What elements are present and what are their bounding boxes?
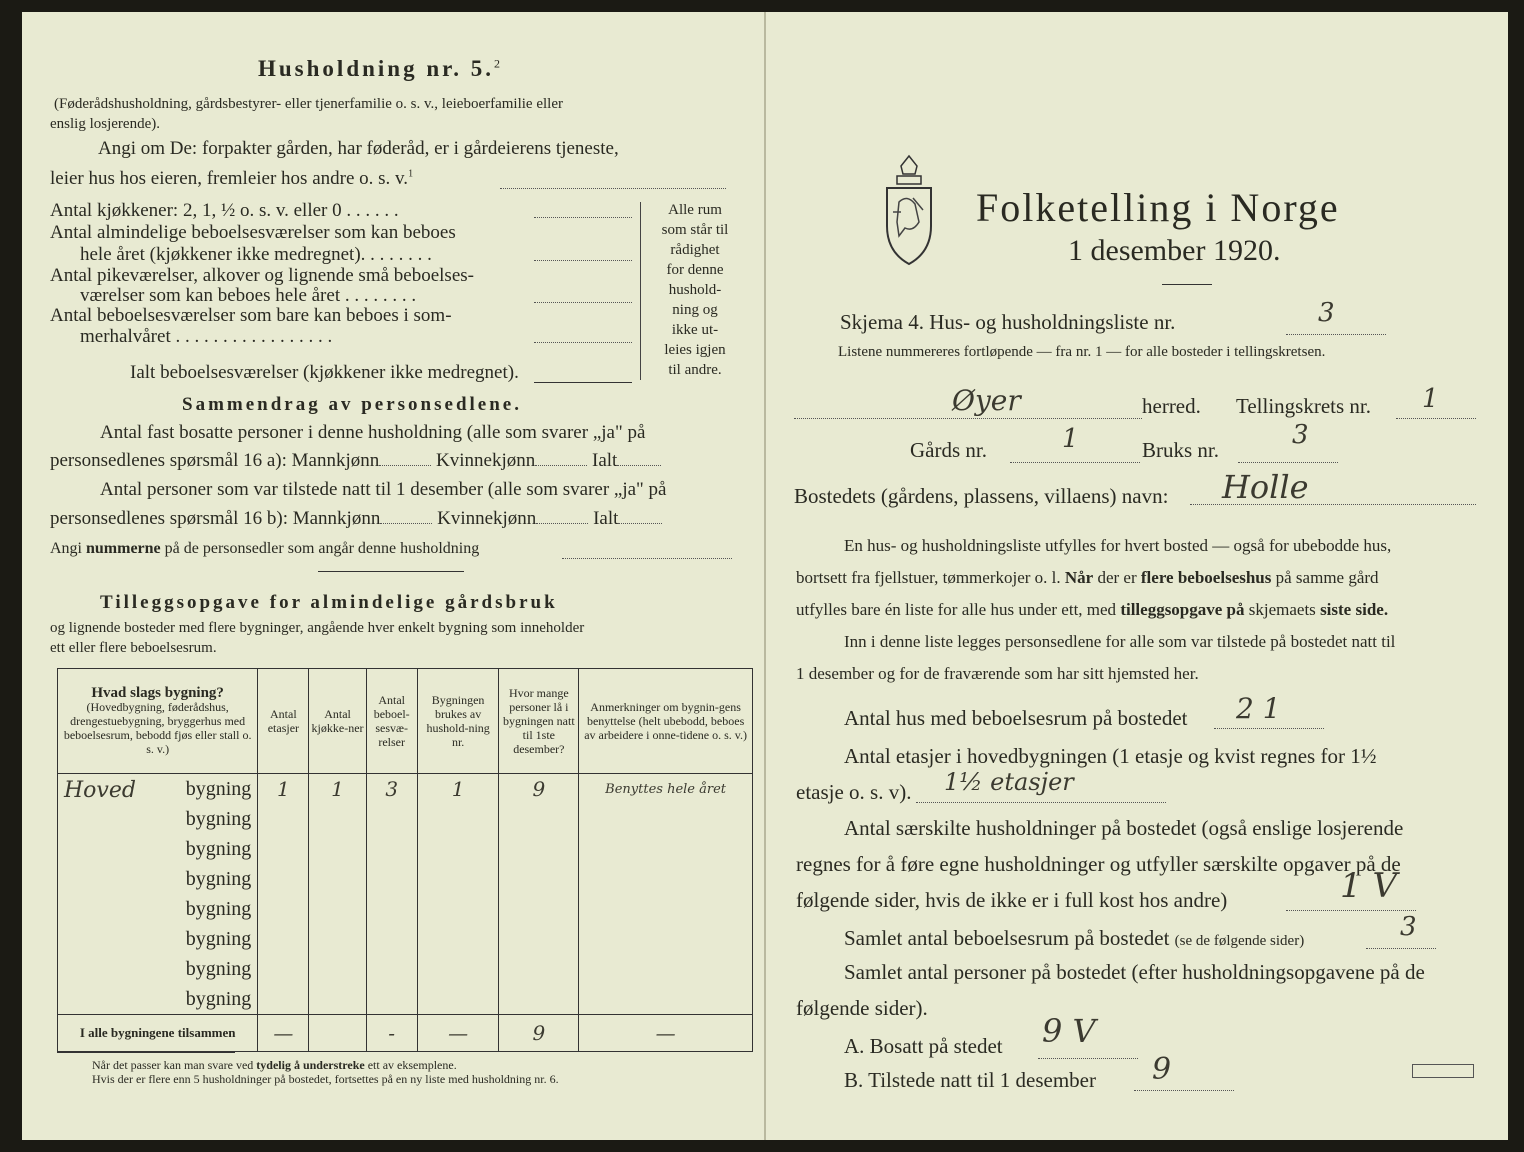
col-header-type-title: Hvad slags bygning? (91, 685, 224, 701)
table-row (58, 774, 753, 805)
table-header-row (58, 669, 753, 774)
footnote-rule (57, 1052, 235, 1053)
section-divider (318, 571, 464, 572)
building-type-cell (58, 954, 258, 984)
table-cell (417, 954, 499, 984)
tilst-line-2 (50, 508, 662, 530)
etasjer-label-2: etasje o. s. v). (796, 780, 912, 804)
table-cell: 1 (309, 774, 366, 805)
table-cell (579, 864, 753, 894)
footnote-1-c: ett av eksemplene. (367, 1058, 457, 1072)
table-cell (309, 984, 366, 1015)
samlet-rum-small: (se de følgende sider) (1174, 933, 1305, 949)
table-cell (258, 984, 309, 1015)
skjema-line (1286, 334, 1386, 335)
total-label: I alle bygningene tilsammen (58, 1015, 258, 1052)
table-cell (258, 804, 309, 834)
samlet-rum-label (844, 926, 1304, 951)
ialt-answer-line (534, 382, 632, 383)
table-cell (579, 984, 753, 1015)
total-cell: — (417, 1015, 499, 1052)
bruks-line (1238, 462, 1338, 463)
samlet-rum-value: 3 (1400, 912, 1417, 942)
tillegg-heading: Tilleggsopgave for almindelige gårdsbruk (100, 592, 558, 613)
table-cell (499, 834, 579, 864)
skjema-label: Skjema 4. Hus- og husholdningsliste nr. (840, 310, 1176, 334)
side-note-line: Alle rum (668, 202, 722, 218)
footnote-1-a: Når det passer kan man svare ved (92, 1058, 254, 1072)
skjema-value: 3 (1318, 298, 1335, 328)
angi-line-2-sup: 1 (408, 168, 414, 180)
bruks-label: Bruks nr. (1142, 438, 1220, 462)
bosatt-line (1038, 1058, 1138, 1059)
bosted-value: Holle (1222, 468, 1309, 506)
table-cell (309, 924, 366, 954)
angi-num-line (562, 558, 732, 559)
sommer-label-2: merhalvåret . . . . . . . . . . . . . . . . . (80, 326, 333, 347)
building-type-label: bygning (185, 897, 252, 920)
alm-answer-line (534, 260, 632, 261)
listene-note: Listene nummereres fortløpende — fra nr. 1 — for alle bosteder i tellingskretsen. (838, 344, 1326, 360)
building-type-label: bygning (185, 957, 252, 980)
table-cell (579, 894, 753, 924)
alm-label-2: hele året (kjøkkener ikke medregnet). . . . . . . . (80, 244, 432, 265)
para-3-b: tilleggsopgave på (1120, 600, 1245, 619)
main-title: Folketelling i Norge (976, 185, 1340, 230)
fast-kvinne-label: Kvinnekjønn (436, 450, 536, 471)
side-note-line: ning og (672, 302, 718, 318)
building-type-cell (58, 834, 258, 864)
col-header-vaerelser: Antal beboel-sesvæ-relser (366, 669, 417, 774)
col-header-anmerkninger: Anmerkninger om bygnin-gens benyttelse (helt ubebodd, beboes av arbeidere i onne-tidene o. s. v.) (579, 669, 753, 774)
table-cell (579, 834, 753, 864)
samlet-rum-line (1366, 948, 1436, 949)
saer-label-3: følgende sider, hvis de ikke er i full kost hos andre) (796, 888, 1228, 912)
building-type-cell (58, 774, 258, 805)
bruks-value: 3 (1292, 420, 1309, 450)
table-cell (499, 954, 579, 984)
gards-label: Gårds nr. (910, 438, 987, 462)
table-cell (579, 954, 753, 984)
intro-line-2: enslig losjerende). (50, 116, 160, 132)
building-type-cell (58, 864, 258, 894)
table-total-row (58, 1015, 753, 1052)
table-cell (579, 804, 753, 834)
fast-line-2 (50, 450, 661, 472)
total-cell: 9 (499, 1015, 579, 1052)
side-note-line: rådighet (670, 242, 720, 258)
col-header-type-sub: (Hovedbygning, føderådshus, drengestuebygning, bryggerhus med beboelsesrum, bebodd fjøs eller stall o. s. v.) (63, 700, 252, 756)
kjokken-label: Antal kjøkkener: 2, 1, ½ o. s. v. eller 0 . . . . . . (50, 200, 399, 221)
para-2-d: flere beboelseshus (1140, 568, 1272, 587)
para-2 (796, 568, 1379, 588)
table-row (58, 804, 753, 834)
building-type-handwritten: Hoved (64, 777, 136, 803)
sammendrag-heading: Sammendrag av personsedlene. (182, 394, 522, 415)
tilst-mann-label: personsedlenes spørsmål 16 b): Mannkjønn (50, 508, 381, 529)
ialt-label: Ialt beboelsesværelser (kjøkkener ikke medregnet). (130, 362, 519, 383)
table-cell (258, 924, 309, 954)
pike-label-1: Antal pikeværelser, alkover og lignende små beboelses- (50, 265, 474, 286)
gards-line (1010, 462, 1140, 463)
table-cell (499, 924, 579, 954)
table-cell (309, 864, 366, 894)
side-note-bracket (640, 202, 641, 380)
table-cell (258, 954, 309, 984)
left-page (22, 12, 766, 1140)
pike-label-2: værelser som kan beboes hele året . . . . . . . . (80, 285, 417, 306)
etasjer-label-1: Antal etasjer i hovedbygningen (1 etasje og kvist regnes for 1½ (844, 744, 1377, 768)
tilst-line-1: Antal personer som var tilstede natt til 1 desember (alle som svarer „ja" på (100, 479, 667, 500)
table-cell (366, 834, 417, 864)
total-cell: — (579, 1015, 753, 1052)
table-cell (258, 864, 309, 894)
krets-line (1396, 418, 1476, 419)
table-cell (366, 804, 417, 834)
census-date: 1 desember 1920. (1068, 234, 1281, 267)
footnote-1 (92, 1058, 457, 1073)
table-row (58, 834, 753, 864)
building-type-label: bygning (185, 927, 252, 950)
bosatt-value: 9 V (1042, 1012, 1096, 1050)
saer-label-2: regnes for å føre egne husholdninger og utfyller særskilte opgaver på de (796, 852, 1401, 876)
para-5: 1 desember og for de fraværende som har sitt hjemsted her. (796, 664, 1199, 683)
table-row (58, 924, 753, 954)
building-type-cell (58, 894, 258, 924)
angi-answer-line (500, 188, 726, 189)
intro-line-1: (Føderådshusholdning, gårdsbestyrer- eller tjenerfamilie o. s. v., leieboerfamilie eller (54, 96, 563, 112)
total-cell: — (258, 1015, 309, 1052)
table-cell (417, 984, 499, 1015)
hus-line (1214, 728, 1324, 729)
fast-mann-label: personsedlenes spørsmål 16 a): Mannkjønn (50, 450, 380, 471)
alm-label-1: Antal almindelige beboelsesværelser som kan beboes (50, 222, 456, 243)
table-cell (309, 894, 366, 924)
table-cell (417, 834, 499, 864)
right-page (766, 12, 1508, 1140)
para-3 (796, 600, 1388, 620)
bosted-label: Bostedets (gårdens, plassens, villaens) navn: (794, 484, 1169, 508)
tillegg-line-1: og lignende bosteder med flere bygninger, angående hver enkelt bygning som inneholder (50, 620, 585, 636)
table-cell (366, 894, 417, 924)
total-cell: - (366, 1015, 417, 1052)
table-cell (499, 804, 579, 834)
para-2-a: bortsett fra fjellstuer, tømmerkojer o. l. (796, 568, 1061, 587)
table-cell (417, 924, 499, 954)
kjokken-answer-line (534, 217, 632, 218)
table-cell (499, 864, 579, 894)
table-cell (499, 894, 579, 924)
table-row (58, 864, 753, 894)
table-cell: Benyttes hele året (579, 774, 753, 805)
table-row (58, 954, 753, 984)
table-cell: 3 (366, 774, 417, 805)
para-2-e: på samme gård (1275, 568, 1379, 587)
hus-label: Antal hus med beboelsesrum på bostedet (844, 706, 1188, 730)
tilst-ialt-label: Ialt (593, 508, 619, 529)
building-type-label: bygning (185, 807, 252, 830)
side-note-line: som står til (661, 222, 729, 238)
samlet-pers-label-2: følgende sider). (796, 996, 928, 1020)
table-cell (366, 984, 417, 1015)
para-1: En hus- og husholdningsliste utfylles for hvert bosted — også for ubebodde hus, (844, 536, 1392, 555)
footnote-1-b: tydelig å understreke (256, 1058, 365, 1072)
tilstede-line (1134, 1090, 1234, 1091)
para-2-b: Når (1064, 568, 1094, 587)
tilstede-label: B. Tilstede natt til 1 desember (844, 1068, 1096, 1092)
col-header-husholdning: Bygningen brukes av hushold-ning nr. (417, 669, 499, 774)
sommer-answer-line (534, 342, 632, 343)
table-cell: 1 (258, 774, 309, 805)
col-header-etasjer: Antal etasjer (258, 669, 309, 774)
tilst-kvinne-label: Kvinnekjønn (437, 508, 537, 529)
fast-ialt-label: Ialt (592, 450, 618, 471)
building-type-label: bygning (185, 987, 252, 1010)
gards-value: 1 (1062, 424, 1079, 454)
table-cell (417, 804, 499, 834)
table-row (58, 984, 753, 1015)
krets-value: 1 (1422, 384, 1439, 414)
samlet-rum-text: Samlet antal beboelsesrum på bostedet (844, 926, 1170, 950)
samlet-pers-label-1: Samlet antal personer på bostedet (efter husholdningsopgavene på de (844, 960, 1425, 984)
etasjer-line (916, 802, 1166, 803)
printer-stamp (1412, 1064, 1474, 1078)
table-cell (309, 804, 366, 834)
saer-line (1286, 910, 1416, 911)
total-cell (309, 1015, 366, 1052)
krets-label: Tellingskrets nr. (1236, 394, 1372, 418)
herred-label: herred. (1142, 394, 1201, 418)
herred-line (794, 418, 1142, 419)
table-cell: 9 (499, 774, 579, 805)
angi-line-1: Angi om De: forpakter gården, har føderåd, er i gårdeierens tjeneste, (98, 138, 619, 159)
table-cell (579, 924, 753, 954)
pike-answer-line (534, 302, 632, 303)
building-type-cell (58, 924, 258, 954)
household-title-text: Husholdning nr. 5. (258, 56, 494, 81)
building-type-label: bygning (185, 837, 252, 860)
col-header-personer: Hvor mange personer lå i bygningen natt til 1ste desember? (499, 669, 579, 774)
table-cell (366, 954, 417, 984)
angi-line-2-text: leier hus hos eieren, fremleier hos andre o. s. v. (50, 168, 409, 189)
building-type-cell (58, 984, 258, 1015)
side-note (652, 200, 738, 380)
angi-num-c: på de personsedler som angår denne husholdning (164, 540, 480, 557)
household-title (258, 56, 500, 82)
saer-value: 1 V (1340, 866, 1397, 906)
building-type-label: bygning (185, 867, 252, 890)
col-header-type (58, 669, 258, 774)
table-cell: 1 (417, 774, 499, 805)
side-note-line: hushold- (668, 282, 722, 298)
title-rule (1162, 284, 1212, 285)
herred-value: Øyer (952, 384, 1021, 417)
table-cell (258, 894, 309, 924)
etasjer-value: 1½ etasjer (944, 768, 1074, 796)
col-header-kjokkener: Antal kjøkke-ner (309, 669, 366, 774)
side-note-line: ikke ut- (671, 322, 719, 338)
table-cell (499, 984, 579, 1015)
table-cell (417, 864, 499, 894)
tilstede-value: 9 (1152, 1052, 1172, 1087)
saer-label-1: Antal særskilte husholdninger på bostedet (også enslige losjerende (844, 816, 1404, 840)
para-3-a: utfylles bare én liste for alle hus under ett, med (796, 600, 1117, 619)
para-2-c: der er (1097, 568, 1137, 587)
side-note-line: leies igjen (664, 342, 726, 358)
sommer-label-1: Antal beboelsesværelser som bare kan beboes i som- (50, 305, 452, 326)
bosatt-label: A. Bosatt på stedet (844, 1034, 1003, 1058)
table-cell (309, 954, 366, 984)
angi-num-a: Angi (50, 540, 82, 557)
household-title-sup: 2 (493, 56, 500, 71)
table-row (58, 894, 753, 924)
coat-of-arms-icon (879, 152, 939, 272)
angi-line-2 (50, 168, 413, 190)
angi-num-b: nummerne (86, 540, 161, 557)
angi-nummerne (50, 540, 479, 558)
para-3-c: skjemaets (1248, 600, 1316, 619)
footnote-2: Hvis der er flere enn 5 husholdninger på bostedet, fortsettes på en ny liste med husholdning nr. 6. (92, 1072, 559, 1086)
building-type-label: bygning (185, 777, 252, 800)
table-cell (417, 894, 499, 924)
para-3-d: siste side. (1320, 600, 1389, 619)
fast-line-1: Antal fast bosatte personer i denne husholdning (alle som svarer „ja" på (100, 422, 646, 443)
building-type-cell (58, 804, 258, 834)
side-note-line: til andre. (668, 362, 722, 378)
tillegg-line-2: ett eller flere beboelsesrum. (50, 640, 217, 656)
hus-value: 2 1 (1236, 692, 1281, 725)
para-4: Inn i denne liste legges personsedlene for alle som var tilstede på bostedet natt til (844, 632, 1396, 651)
table-cell (366, 924, 417, 954)
side-note-line: for denne (666, 262, 724, 278)
table-cell (366, 864, 417, 894)
table-cell (309, 834, 366, 864)
building-table (57, 668, 753, 1052)
table-cell (258, 834, 309, 864)
